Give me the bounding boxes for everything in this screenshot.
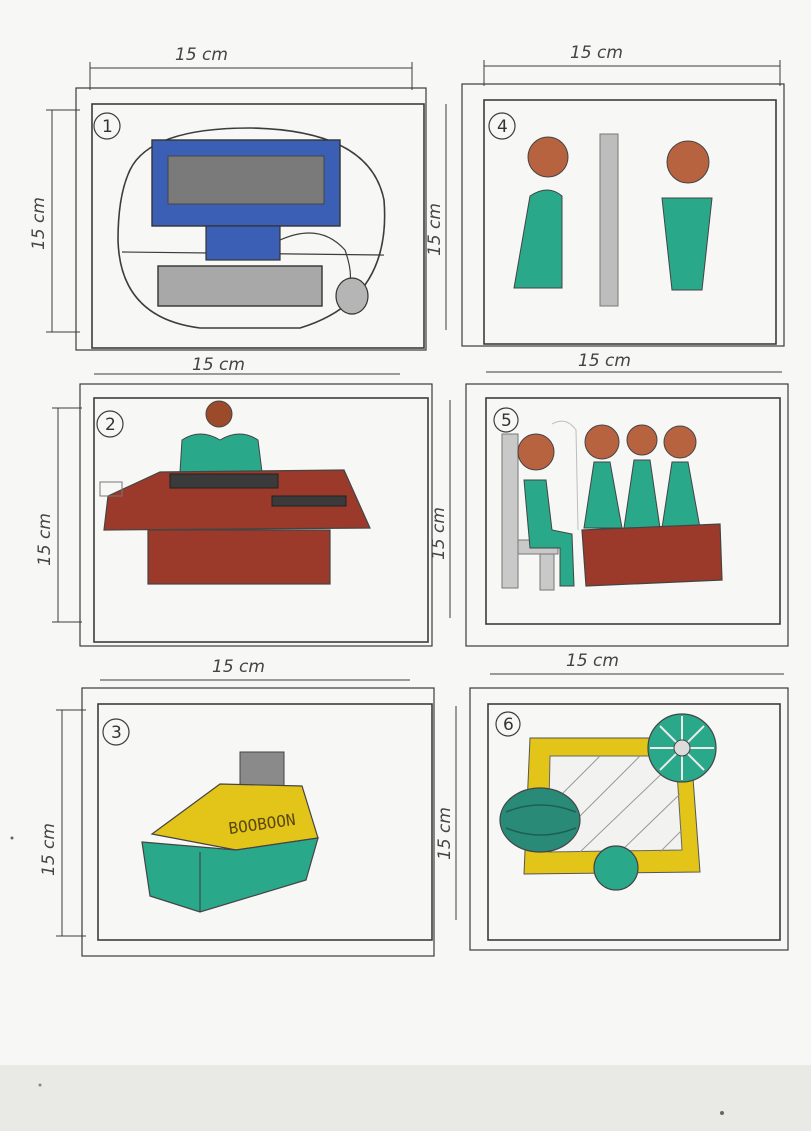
ball-bottom xyxy=(594,846,638,890)
desk-keyboard xyxy=(170,474,278,488)
panel-2-width-label: 15 cm xyxy=(192,355,245,375)
panel-3-height-label: 15 cm xyxy=(39,823,59,876)
panel-5-number: 5 xyxy=(501,411,512,431)
desk-document xyxy=(272,496,346,506)
panel-3-width-label: 15 cm xyxy=(212,657,265,677)
clerk-head xyxy=(206,401,232,427)
scan-footer xyxy=(0,1065,811,1131)
ballot-box-text: BOOBOON xyxy=(227,809,297,839)
panel-6-width-label: 15 cm xyxy=(566,651,619,671)
panel-6-number: 6 xyxy=(503,715,514,735)
panelist-2-head xyxy=(627,425,657,455)
panel-4-height-label: 15 cm xyxy=(425,203,445,256)
panel-5-height-label: 15 cm xyxy=(429,507,449,560)
chair-leg xyxy=(540,554,554,590)
ball-left xyxy=(500,788,580,852)
seated-person-head xyxy=(518,434,554,470)
divider-wall xyxy=(600,134,618,306)
panel-1-height-label: 15 cm xyxy=(29,197,49,250)
panel-1-number: 1 xyxy=(102,117,113,137)
person-right-head xyxy=(667,141,709,183)
chair-back xyxy=(502,434,518,588)
panel-2-height-label: 15 cm xyxy=(35,513,55,566)
panelist-1-head xyxy=(585,425,619,459)
panel-2-number: 2 xyxy=(105,415,116,435)
monitor-stand xyxy=(206,226,280,260)
panel-3-number: 3 xyxy=(111,723,122,743)
panel-5-width-label: 15 cm xyxy=(578,351,631,371)
panel-1-width-label: 15 cm xyxy=(175,45,228,65)
person-left-head xyxy=(528,137,568,177)
ballot-paper xyxy=(240,752,284,788)
computer-mouse xyxy=(336,278,368,314)
panelist-3-head xyxy=(664,426,696,458)
clerk-body xyxy=(180,434,262,472)
keyboard xyxy=(158,266,322,306)
panel-4-width-label: 15 cm xyxy=(570,43,623,63)
panel-table xyxy=(582,524,722,586)
monitor-screen xyxy=(168,156,324,204)
panel-4-number: 4 xyxy=(497,117,508,137)
desk-front xyxy=(148,530,330,584)
panel-6-height-label: 15 cm xyxy=(435,807,455,860)
